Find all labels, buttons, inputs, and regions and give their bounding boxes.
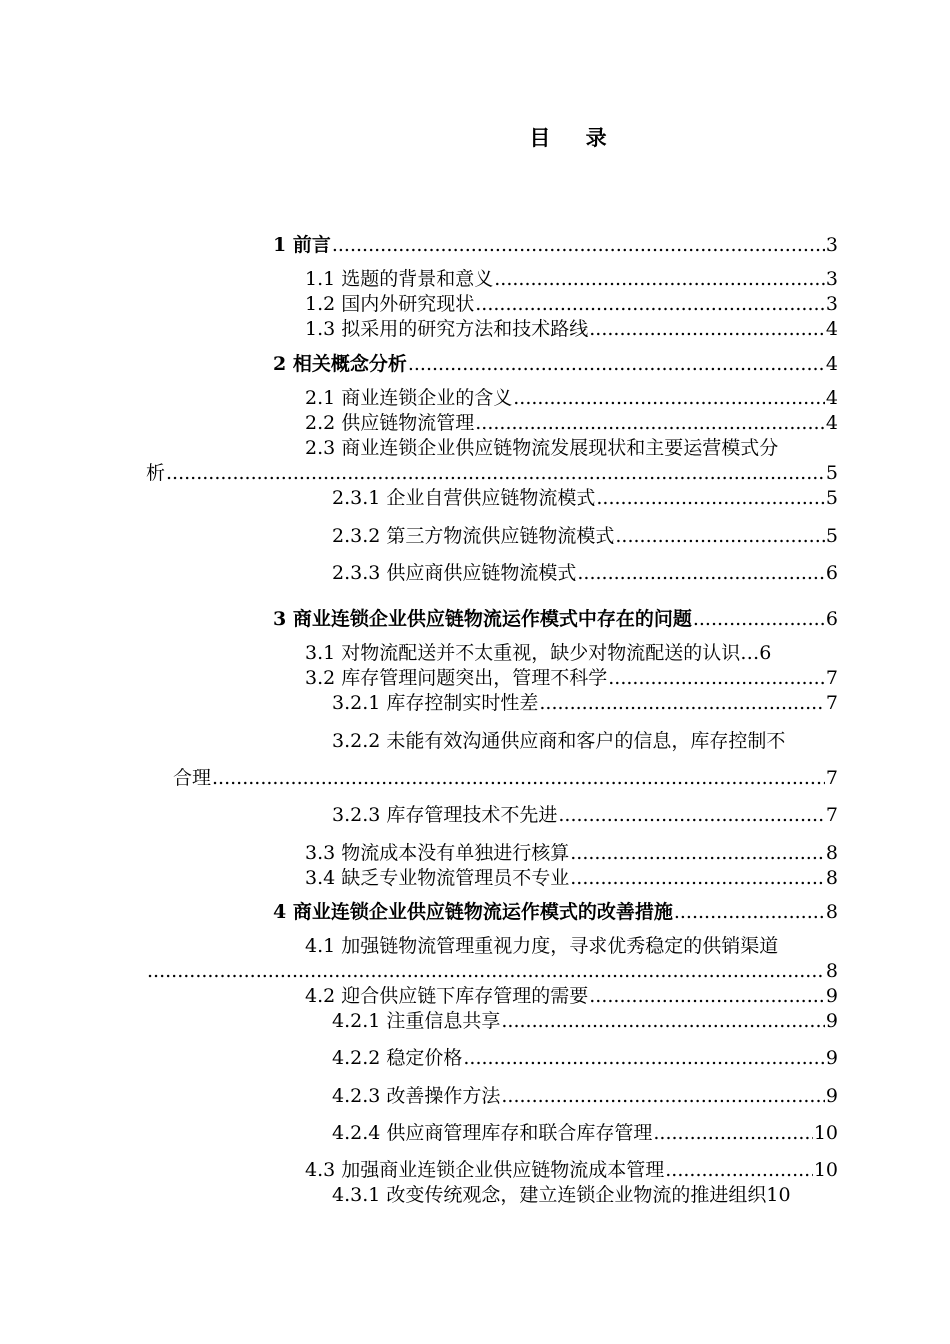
toc-page-number: 3: [825, 293, 838, 315]
toc-entry-text: 4.2.4 供应商管理库存和联合库存管理: [332, 1122, 653, 1144]
toc-entry-2[interactable]: [273, 352, 838, 376]
dot-leader: [539, 691, 825, 715]
toc-page-number: 8: [825, 842, 838, 864]
toc-page-number: 10: [813, 1122, 838, 1144]
toc-entry-text: 4.3.1 改变传统观念，建立连锁企业物流的推进组织: [332, 1184, 767, 1206]
toc-entry-4-1-line2[interactable]: [146, 959, 838, 983]
toc-page-number: 6: [759, 642, 772, 664]
toc-page-number: 7: [825, 667, 838, 689]
toc-entry-2-1[interactable]: [305, 386, 838, 410]
toc-page-number: 8: [825, 960, 838, 982]
dot-leader: [615, 524, 825, 548]
dot-leader: [494, 267, 825, 291]
toc-entry-1-2[interactable]: [305, 292, 838, 316]
toc-entry-text: 4.2.1 注重信息共享: [332, 1010, 501, 1032]
toc-entry-text: 4 商业连锁企业供应链物流运作模式的改善措施: [273, 901, 673, 923]
toc-page-number: 9: [825, 1047, 838, 1069]
dot-leader: [693, 607, 825, 631]
toc-entry-text: 1 前言: [273, 234, 331, 256]
toc-page-number: 9: [825, 1010, 838, 1032]
dot-leader: [608, 666, 825, 690]
toc-page-number: 5: [825, 487, 838, 509]
toc-entry-text: 1.1 选题的背景和意义: [305, 268, 494, 290]
toc-entry-4-2-3[interactable]: [332, 1084, 838, 1108]
toc-entry-4-2-1[interactable]: [332, 1009, 838, 1033]
toc-page-number: 8: [825, 867, 838, 889]
toc-entry-3-3[interactable]: [305, 841, 838, 865]
toc-entry-4-3-1[interactable]: [332, 1183, 852, 1207]
toc-entry-text: 3.2 库存管理问题突出，管理不科学: [305, 667, 608, 689]
dot-leader: [596, 486, 825, 510]
toc-entry-1-1[interactable]: [305, 267, 838, 291]
toc-entry-3-2-1[interactable]: [332, 691, 838, 715]
toc-entry-2-3-line1[interactable]: 2.3 商业连锁企业供应链物流发展现状和主要运营模式分: [305, 437, 779, 459]
toc-entry-text: 1.3 拟采用的研究方法和技术路线: [305, 318, 589, 340]
toc-entry-1[interactable]: [273, 233, 838, 257]
toc-page-number: 4: [825, 318, 838, 340]
toc-entry-text: 1.2 国内外研究现状: [305, 293, 475, 315]
dot-leader: [463, 1046, 825, 1070]
dot-leader: [332, 233, 825, 257]
toc-entry-text: 2.2 供应链物流管理: [305, 412, 475, 434]
toc-entry-3-2-2-line1[interactable]: 3.2.2 未能有效沟通供应商和客户的信息，库存控制不: [332, 730, 786, 752]
toc-page-number: 3: [825, 268, 838, 290]
dot-leader: [674, 900, 825, 924]
toc-entry-4-2-2[interactable]: [332, 1046, 838, 1070]
toc-entry-text: 析: [146, 462, 166, 484]
toc-entry-text: 2.1 商业连锁企业的含义: [305, 387, 513, 409]
toc-entry-2-3-3[interactable]: [332, 561, 838, 585]
toc-entry-text: 2 相关概念分析: [273, 353, 407, 375]
toc-entry-text: 2.3.1 企业自营供应链物流模式: [332, 487, 596, 509]
toc-page-number: 8: [825, 901, 838, 923]
dot-leader: [475, 292, 825, 316]
dot-leader: [501, 1009, 825, 1033]
toc-entry-text: 2.3.3 供应商供应链物流模式: [332, 562, 577, 584]
dot-leader: [513, 386, 825, 410]
toc-entry-2-3-1[interactable]: [332, 486, 838, 510]
toc-entry-1-3[interactable]: [305, 317, 838, 341]
toc-entry-2-3-line2[interactable]: [146, 461, 838, 485]
toc-entry-4-2[interactable]: [305, 984, 838, 1008]
toc-page-number: 10: [813, 1159, 838, 1181]
toc-page-number: 6: [825, 562, 838, 584]
toc-page-number: 9: [825, 985, 838, 1007]
toc-entry-4-3[interactable]: [305, 1158, 838, 1182]
toc-page-number: 9: [825, 1085, 838, 1107]
toc-entry-3-2-3[interactable]: [332, 803, 838, 827]
toc-entry-text: 合理: [173, 767, 212, 789]
toc-title: 目 录: [529, 125, 621, 150]
toc-entry-4[interactable]: [273, 900, 838, 924]
toc-entry-text: 3.2.3 库存管理技术不先进: [332, 804, 558, 826]
toc-entry-text: 3.1 对物流配送并不太重视，缺少对物流配送的认识…: [305, 642, 760, 664]
toc-page-number: 4: [825, 387, 838, 409]
toc-entry-2-3-2[interactable]: [332, 524, 838, 548]
toc-entry-text: 4.2.3 改善操作方法: [332, 1085, 501, 1107]
dot-leader: [570, 841, 825, 865]
toc-page-number: 4: [825, 412, 838, 434]
dot-leader: [589, 317, 825, 341]
toc-page-number: 7: [825, 767, 838, 789]
toc-entry-text: 4.2 迎合供应链下库存管理的需要: [305, 985, 589, 1007]
toc-entry-3[interactable]: [273, 607, 838, 631]
toc-entry-text: 3.3 物流成本没有单独进行核算: [305, 842, 570, 864]
dot-leader: [408, 352, 825, 376]
dot-leader: [212, 766, 825, 790]
toc-entry-2-2[interactable]: [305, 411, 838, 435]
dot-leader: [558, 803, 825, 827]
dot-leader: [653, 1121, 812, 1145]
toc-entry-text: 3.2.1 库存控制实时性差: [332, 692, 539, 714]
toc-entry-text: 4.3 加强商业连锁企业供应链物流成本管理: [305, 1159, 665, 1181]
toc-entry-3-2[interactable]: [305, 666, 838, 690]
dot-leader: [570, 866, 825, 890]
toc-page-number: 4: [825, 353, 838, 375]
toc-entry-4-1-line1[interactable]: 4.1 加强链物流管理重视力度，寻求优秀稳定的供销渠道: [305, 935, 779, 957]
toc-entry-text: 3 商业连锁企业供应链物流运作模式中存在的问题: [273, 608, 692, 630]
toc-page-number: 7: [825, 804, 838, 826]
toc-entry-text: 3.4 缺乏专业物流管理员不专业: [305, 867, 570, 889]
toc-entry-text: 2.3.2 第三方物流供应链物流模式: [332, 525, 615, 547]
dot-leader: [665, 1158, 813, 1182]
toc-entry-3-2-2-line2[interactable]: [173, 766, 838, 790]
toc-page-number: 5: [825, 525, 838, 547]
toc-page-number: 3: [825, 234, 838, 256]
toc-entry-3-1[interactable]: [305, 641, 838, 665]
toc-page-number: 10: [766, 1184, 791, 1206]
toc-page-number: 6: [825, 608, 838, 630]
dot-leader: [577, 561, 825, 585]
dot-leader: [147, 959, 825, 983]
dot-leader: [501, 1084, 825, 1108]
toc-entry-4-2-4[interactable]: [332, 1121, 838, 1145]
toc-page-number: 5: [825, 462, 838, 484]
dot-leader: [589, 984, 825, 1008]
dot-leader: [475, 411, 825, 435]
dot-leader: [166, 461, 825, 485]
toc-entry-3-4[interactable]: [305, 866, 838, 890]
toc-page-number: 7: [825, 692, 838, 714]
toc-entry-text: 4.2.2 稳定价格: [332, 1047, 463, 1069]
